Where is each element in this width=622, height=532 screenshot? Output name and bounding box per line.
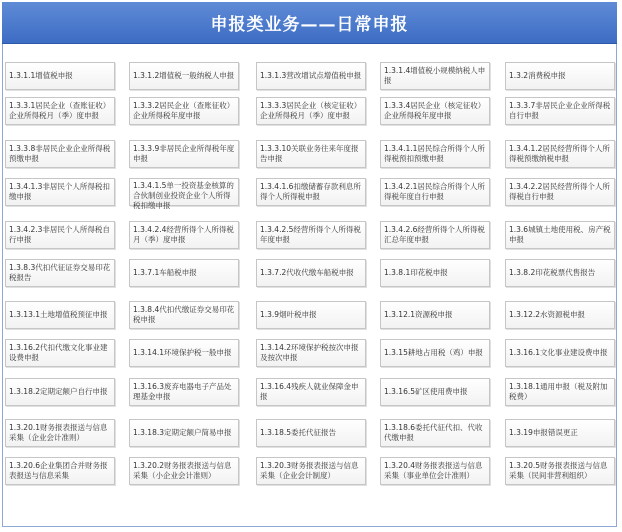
- business-tile-label: 1.3.4.2.3非居民个人所得税自行申报: [9, 225, 110, 244]
- business-tile[interactable]: [129, 301, 239, 329]
- business-tile-label: 1.3.20.4财务报表报送与信息采集（事业单位会计准则）: [384, 461, 483, 480]
- business-tile-label: 1.3.20.5财务报表报送与信息采集（民间非营利组织）: [509, 461, 608, 480]
- business-tile-label: 1.3.4.2.1居民综合所得个人所得税年度自行申报: [384, 182, 485, 201]
- business-tile[interactable]: [256, 378, 366, 406]
- business-tile[interactable]: [380, 62, 490, 90]
- business-tile-label: 1.3.6城镇土地使用税、房产税申报: [509, 225, 611, 244]
- business-tile-label: 1.3.8.4代扣代缴证券交易印花税申报: [133, 305, 235, 324]
- business-tile-label: 1.3.18.5委托代征报告: [260, 428, 337, 437]
- business-tile[interactable]: [505, 97, 615, 125]
- business-tile[interactable]: [505, 419, 615, 447]
- business-tile[interactable]: [256, 259, 366, 287]
- business-tile[interactable]: [505, 178, 615, 206]
- business-tile[interactable]: [5, 419, 115, 447]
- business-tile[interactable]: [129, 178, 239, 210]
- business-tile-label: 1.3.7.2代收代缴车船税申报: [260, 268, 354, 277]
- business-tile-label: 1.3.3.3居民企业（核定征收）企业所得税月（季）度申报: [260, 101, 362, 120]
- business-tile-label: 1.3.8.2印花税票代售报告: [509, 268, 596, 277]
- business-tile[interactable]: [256, 419, 366, 447]
- business-tile-label: 1.3.7.1车船税申报: [133, 268, 197, 277]
- business-tile-label: 1.3.16.4残疾人就业保障金申报: [260, 382, 359, 401]
- business-tile-label: 1.3.18.3定期定额户简易申报: [133, 428, 232, 437]
- business-tile[interactable]: [505, 339, 615, 367]
- business-tile[interactable]: [129, 221, 239, 249]
- business-tile[interactable]: [256, 140, 366, 168]
- business-tile[interactable]: [505, 62, 615, 90]
- business-tile-label: 1.3.12.1资源税申报: [384, 310, 453, 319]
- business-tile[interactable]: [256, 178, 366, 206]
- business-tile-label: 1.3.19申报错误更正: [509, 428, 578, 437]
- business-tile-label: 1.3.12.2水资源税申报: [509, 310, 586, 319]
- business-tile[interactable]: [380, 378, 490, 406]
- business-tile-label: 1.3.9烟叶税申报: [260, 310, 317, 319]
- business-tile-label: 1.3.14.2环境保护税按次申报及按次申报: [260, 343, 359, 362]
- business-tile[interactable]: [129, 378, 239, 406]
- business-tile-label: 1.3.4.2.4经营所得个人所得税月（季）度申报: [133, 225, 234, 244]
- business-tile[interactable]: [256, 221, 366, 249]
- page-title: 申报类业务——日常申报: [210, 15, 409, 35]
- business-tile-label: 1.3.4.2.2居民经营所得个人所得税自行申报: [509, 182, 610, 201]
- business-tile-label: 1.3.3.1居民企业（查账征收）企业所得税月（季）度申报: [9, 101, 111, 120]
- business-tile-label: 1.3.1.4增值税小规模纳税人申报: [384, 66, 486, 85]
- business-tile[interactable]: [380, 259, 490, 287]
- business-tile[interactable]: [256, 301, 366, 329]
- business-tile-label: 1.3.2消费税申报: [509, 71, 566, 80]
- business-tile[interactable]: [380, 140, 490, 168]
- business-tile[interactable]: [5, 140, 115, 168]
- business-tile[interactable]: [380, 97, 490, 125]
- business-tile-label: 1.3.18.1通用申报（税及附加税费）: [509, 382, 608, 401]
- business-tile[interactable]: [380, 221, 490, 249]
- business-tile[interactable]: [129, 140, 239, 168]
- business-tile-label: 1.3.1.3营改增试点增值税申报: [260, 71, 362, 80]
- business-tile[interactable]: [256, 62, 366, 90]
- business-tile-label: 1.3.3.10关联业务往来年度报告申报: [260, 144, 359, 163]
- business-tile[interactable]: [505, 457, 615, 485]
- business-tile-label: 1.3.14.1环境保护税一般申报: [133, 348, 232, 357]
- business-tile[interactable]: [380, 419, 490, 447]
- business-tile-label: 1.3.13.1土地增值税预征申报: [9, 310, 108, 319]
- business-tile[interactable]: [5, 339, 115, 367]
- business-tile[interactable]: [505, 221, 615, 249]
- business-tile[interactable]: [505, 301, 615, 329]
- business-tile-label: 1.3.8.1印花税申报: [384, 268, 448, 277]
- business-tile-label: 1.3.3.9非居民企业所得税年度申报: [133, 144, 235, 163]
- business-tile-label: 1.3.18.2定期定额户自行申报: [9, 387, 108, 396]
- business-tile-label: 1.3.3.2居民企业（查账征收）企业所得税年度申报: [133, 101, 235, 120]
- business-tile[interactable]: [129, 97, 239, 125]
- business-tile-label: 1.3.4.1.6扣缴储蓄存款利息所得个人所得税申报: [260, 182, 361, 201]
- business-tile-label: 1.3.3.7非居民企业企业所得税自行申报: [509, 101, 611, 120]
- business-tile-label: 1.3.3.4居民企业（核定征收）企业所得税年度申报: [384, 101, 486, 120]
- business-tile[interactable]: [129, 62, 239, 90]
- business-tile[interactable]: [5, 221, 115, 249]
- business-tile-label: 1.3.1.2增值税一般纳税人申报: [133, 71, 235, 80]
- business-tile[interactable]: [380, 339, 490, 367]
- business-tile-label: 1.3.4.2.5经营所得个人所得税年度申报: [260, 225, 361, 244]
- business-tile[interactable]: [505, 140, 615, 168]
- business-tile[interactable]: [5, 457, 115, 485]
- business-tile[interactable]: [505, 259, 615, 287]
- business-tile-label: 1.3.16.1文化事业建设费申报: [509, 348, 608, 357]
- business-tile[interactable]: [5, 178, 115, 206]
- business-tile[interactable]: [256, 339, 366, 367]
- business-tile[interactable]: [380, 457, 490, 485]
- business-tile-label: 1.3.4.2.6经营所得个人所得税汇总年度申报: [384, 225, 485, 244]
- business-tile[interactable]: [129, 419, 239, 447]
- business-tile-label: 1.3.4.1.1居民综合所得个人所得税预扣预缴申报: [384, 144, 485, 163]
- business-tile[interactable]: [5, 378, 115, 406]
- business-tile-label: 1.3.3.8非居民企业企业所得税预缴申报: [9, 144, 111, 163]
- business-tile[interactable]: [5, 62, 115, 90]
- business-tile-label: 1.3.20.3财务报表报送与信息采集（企业会计制度）: [260, 461, 359, 480]
- business-tile[interactable]: [256, 457, 366, 485]
- business-tile-label: 1.3.20.6企业集团合并财务报表报送与信息采集: [9, 461, 108, 480]
- business-tile[interactable]: [5, 301, 115, 329]
- business-tile-label: 1.3.15耕地占用税（鸡）申报: [384, 348, 483, 357]
- business-tile-label: 1.3.8.3代扣代征证券交易印花税报告: [9, 263, 111, 282]
- business-tile-label: 1.3.16.3废弃电器电子产品处理基金申报: [133, 382, 232, 401]
- business-tile[interactable]: [129, 339, 239, 367]
- business-tile[interactable]: [380, 301, 490, 329]
- business-tile-label: 1.3.4.1.3非居民个人所得税扣缴申报: [9, 182, 110, 201]
- business-tile[interactable]: [5, 259, 115, 287]
- business-tile-label: 1.3.16.2代扣代缴文化事业建设费申报: [9, 343, 108, 362]
- business-tile-label: 1.3.20.1财务报表报送与信息采集（企业会计准则）: [9, 423, 108, 442]
- business-tile[interactable]: [256, 97, 366, 125]
- business-tile-label: 1.3.20.2财务报表报送与信息采集（小企业会计准则）: [133, 461, 232, 480]
- business-tile-label: 1.3.4.1.5单一投资基金核算的合伙制创业投资企业个人所得税扣缴申报: [133, 181, 234, 210]
- business-tile[interactable]: [129, 259, 239, 287]
- business-tile-label: 1.3.4.1.2居民经营所得个人所得税预缴纳税申报: [509, 144, 610, 163]
- business-tile-label: 1.3.18.6委托代征代扣、代收代缴申报: [384, 423, 483, 442]
- business-tile[interactable]: [505, 378, 615, 406]
- business-tile[interactable]: [380, 178, 490, 206]
- business-tile-label: 1.3.16.5矿区使用费申报: [384, 387, 468, 396]
- business-tile[interactable]: [129, 457, 239, 485]
- business-tile[interactable]: [5, 97, 115, 125]
- business-tile-label: 1.3.1.1增值税申报: [9, 71, 73, 80]
